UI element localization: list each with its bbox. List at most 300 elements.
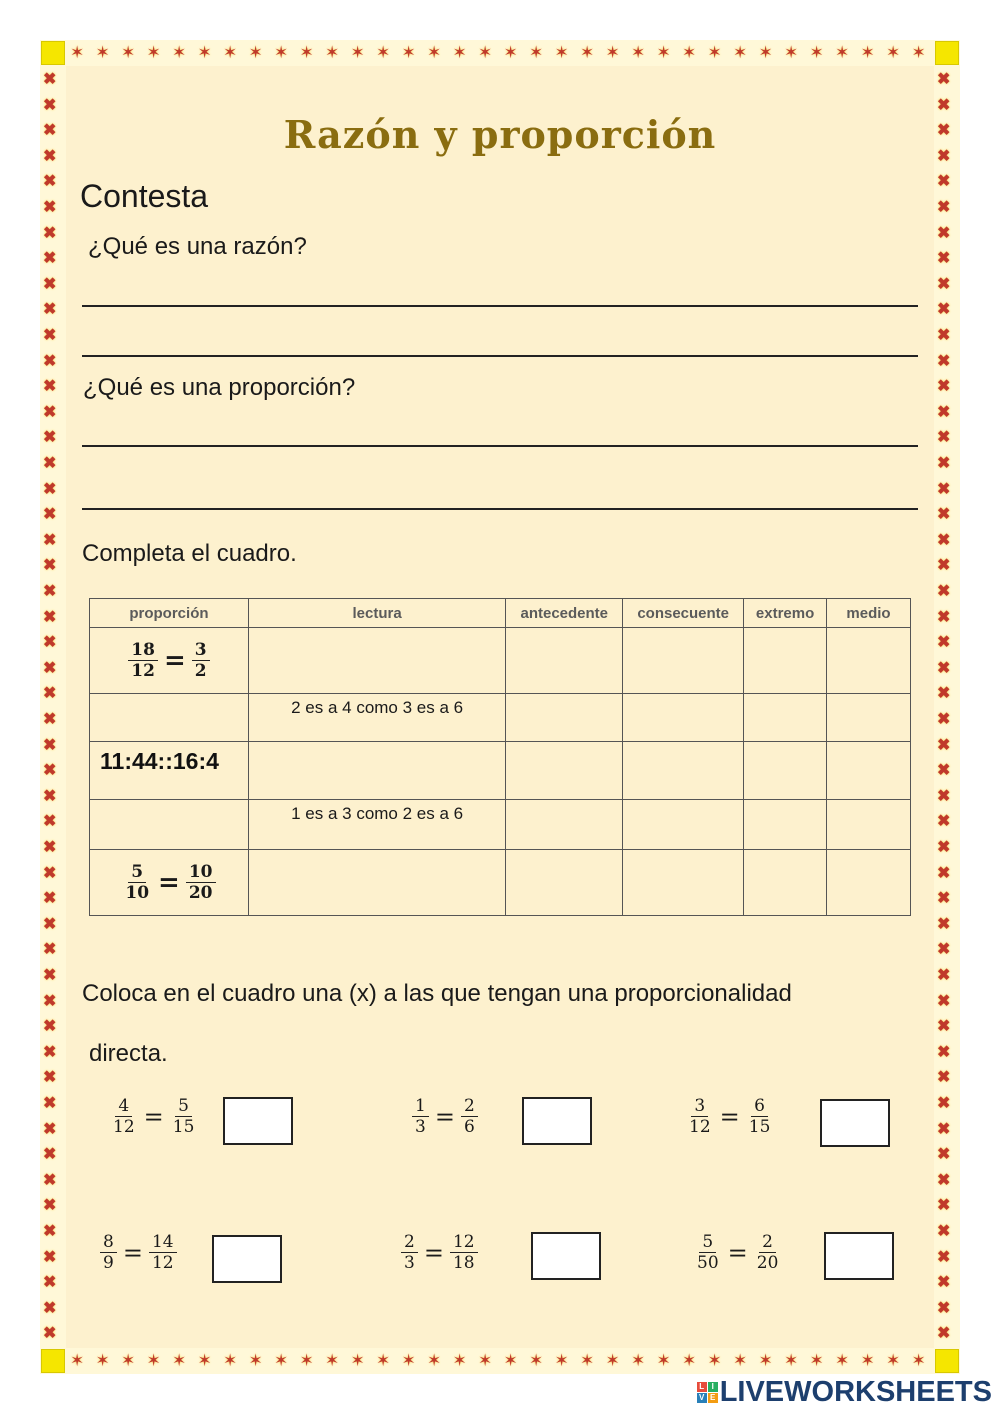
star-ornament-icon: ✖	[43, 1120, 57, 1138]
answer-line[interactable]	[82, 355, 918, 357]
star-ornament-icon: ✶	[274, 1351, 289, 1370]
star-ornament-icon: ✖	[43, 941, 57, 959]
star-ornament-icon: ✶	[95, 1351, 110, 1370]
star-ornament-icon: ✖	[43, 96, 57, 114]
star-ornament-icon: ✖	[937, 608, 951, 626]
star-ornament-icon: ✶	[376, 1351, 391, 1370]
denominator: 12	[131, 661, 155, 681]
antecedente-cell[interactable]	[506, 850, 623, 916]
denominator: 9	[103, 1253, 114, 1274]
star-ornament-icon: ✖	[43, 915, 57, 933]
lectura-cell[interactable]	[248, 850, 505, 916]
fraction	[122, 862, 152, 904]
corner-ornament	[41, 41, 65, 65]
liveworksheets-logo-icon	[697, 1382, 718, 1403]
consecuente-cell[interactable]	[623, 742, 744, 800]
star-ornament-icon: ✖	[937, 1018, 951, 1036]
star-ornament-icon: ✖	[43, 327, 57, 344]
star-ornament-icon: ✶	[274, 43, 289, 62]
header-extremo: extremo	[744, 599, 827, 628]
star-ornament-icon: ✖	[937, 1197, 951, 1215]
logo-letter: E	[708, 1393, 718, 1403]
star-ornament-icon: ✖	[937, 327, 951, 344]
star-ornament-icon: ✖	[43, 1069, 57, 1087]
denominator: 2	[194, 661, 207, 681]
star-ornament-icon: ✖	[43, 608, 57, 626]
lectura-cell[interactable]	[248, 628, 505, 694]
star-ornament-icon: ✶	[325, 1351, 340, 1370]
star-ornament-icon: ✖	[43, 224, 57, 242]
star-ornament-icon: ✖	[43, 403, 57, 421]
table-row	[90, 800, 911, 850]
numerator: 8	[100, 1232, 117, 1253]
denominator: 15	[748, 1117, 771, 1138]
proportion-item	[110, 1096, 197, 1138]
header-proporcion: proporción	[90, 599, 249, 628]
star-ornament-icon: ✶	[656, 43, 671, 62]
star-ornament-icon: ✖	[937, 634, 951, 652]
star-ornament-icon: ✖	[43, 1146, 57, 1164]
star-ornament-icon: ✶	[503, 43, 518, 62]
equals-sign: =	[163, 645, 186, 676]
equals-sign: =	[158, 867, 180, 898]
star-ornament-icon: ✖	[937, 71, 951, 88]
star-ornament-icon: ✶	[835, 43, 850, 62]
star-ornament-icon: ✶	[682, 1351, 697, 1370]
star-ornament-icon: ✖	[937, 122, 951, 140]
star-ornament-icon: ✖	[937, 147, 951, 165]
star-ornament-icon: ✶	[248, 43, 263, 62]
star-ornament-icon: ✖	[43, 1197, 57, 1215]
denominator: 20	[756, 1253, 779, 1274]
logo-letter: V	[697, 1393, 707, 1403]
ratio-text: 11:44::16:4	[100, 748, 219, 774]
star-ornament-icon: ✶	[860, 1351, 875, 1370]
fraction	[192, 640, 210, 682]
star-ornament-icon: ✶	[707, 43, 722, 62]
decorative-border-left	[40, 40, 66, 1374]
watermark-text: LIVEWORKSHEETS	[719, 1376, 992, 1408]
star-ornament-icon: ✶	[707, 1351, 722, 1370]
proportionality-instruction: Coloca en el cuadro una (x) a las que tengan una proporcionalidad	[82, 980, 792, 1007]
equals-sign: =	[423, 1238, 444, 1267]
star-ornament-icon: ✖	[43, 352, 57, 370]
consecuente-cell[interactable]	[623, 628, 744, 694]
star-ornament-icon: ✖	[937, 352, 951, 370]
fraction	[110, 1096, 138, 1138]
star-ornament-icon: ✶	[121, 43, 136, 62]
star-ornament-icon: ✶	[248, 1351, 263, 1370]
star-ornament-icon: ✖	[43, 1223, 57, 1240]
table-row	[90, 742, 911, 800]
star-ornament-icon: ✖	[937, 1223, 951, 1240]
proportion-item	[412, 1096, 478, 1138]
numerator: 4	[115, 1096, 132, 1117]
star-ornament-icon: ✶	[758, 43, 773, 62]
star-ornament-icon: ✖	[937, 915, 951, 933]
medio-cell[interactable]	[827, 800, 911, 850]
star-ornament-icon: ✶	[529, 43, 544, 62]
star-ornament-icon: ✖	[43, 506, 57, 524]
star-ornament-icon: ✖	[937, 506, 951, 524]
star-ornament-icon: ✶	[223, 1351, 238, 1370]
fraction	[450, 1232, 478, 1274]
star-ornament-icon: ✖	[937, 992, 951, 1010]
star-ornament-icon: ✶	[605, 1351, 620, 1370]
answer-checkbox[interactable]	[824, 1232, 894, 1280]
star-ornament-icon: ✖	[43, 1043, 57, 1061]
star-ornament-icon: ✶	[197, 1351, 212, 1370]
star-ornament-icon: ✶	[580, 43, 595, 62]
logo-letter: L	[697, 1382, 707, 1392]
decorative-border-bottom	[40, 1348, 960, 1374]
star-ornament-icon: ✶	[886, 1351, 901, 1370]
star-ornament-icon: ✶	[172, 43, 187, 62]
star-ornament-icon: ✖	[43, 378, 57, 396]
denominator: 12	[151, 1253, 174, 1274]
star-ornament-icon: ✶	[503, 1351, 518, 1370]
equals-sign: =	[122, 1238, 143, 1267]
answer-line[interactable]	[82, 305, 918, 307]
decorative-border-top	[40, 40, 960, 66]
header-consecuente: consecuente	[623, 599, 744, 628]
consecuente-cell[interactable]	[623, 694, 744, 742]
star-ornament-icon: ✖	[937, 480, 951, 498]
star-ornament-icon: ✖	[43, 1274, 57, 1292]
star-ornament-icon: ✶	[350, 43, 365, 62]
decorative-border-right	[934, 40, 960, 1374]
table-row	[90, 694, 911, 742]
equals-sign: =	[727, 1238, 748, 1267]
star-ornament-icon: ✖	[937, 967, 951, 984]
numerator: 18	[128, 640, 158, 661]
medio-cell[interactable]	[827, 850, 911, 916]
proportion-cell[interactable]	[90, 694, 249, 742]
star-ornament-icon: ✖	[937, 557, 951, 575]
star-ornament-icon: ✶	[886, 43, 901, 62]
medio-cell[interactable]	[827, 694, 911, 742]
star-ornament-icon: ✖	[937, 96, 951, 114]
star-ornament-icon: ✖	[937, 583, 951, 600]
answer-checkbox[interactable]	[223, 1097, 293, 1145]
star-ornament-icon: ✖	[43, 275, 57, 293]
star-ornament-icon: ✖	[937, 250, 951, 268]
star-ornament-icon: ✶	[733, 1351, 748, 1370]
star-ornament-icon: ✖	[937, 301, 951, 319]
extremo-cell[interactable]	[744, 742, 827, 800]
star-ornament-icon: ✶	[452, 1351, 467, 1370]
numerator: 2	[759, 1232, 776, 1253]
star-ornament-icon: ✖	[43, 583, 57, 600]
star-ornament-icon: ✖	[43, 1299, 57, 1317]
star-ornament-icon: ✖	[43, 1248, 57, 1266]
denominator: 6	[463, 1117, 475, 1138]
answer-checkbox[interactable]	[522, 1097, 592, 1145]
denominator: 12	[113, 1117, 135, 1138]
star-ornament-icon: ✖	[937, 275, 951, 293]
star-ornament-icon: ✶	[605, 43, 620, 62]
star-ornament-icon: ✖	[937, 1043, 951, 1061]
star-ornament-icon: ✖	[43, 1171, 57, 1189]
extremo-cell[interactable]	[744, 800, 827, 850]
question-proporcion: ¿Qué es una proporción?	[83, 374, 356, 401]
star-ornament-icon: ✖	[937, 659, 951, 677]
star-ornament-icon: ✖	[937, 736, 951, 754]
star-ornament-icon: ✖	[937, 378, 951, 396]
star-ornament-icon: ✖	[43, 839, 57, 856]
star-ornament-icon: ✖	[43, 173, 57, 191]
star-ornament-icon: ✖	[43, 1095, 57, 1112]
corner-ornament	[935, 1349, 959, 1373]
answer-checkbox[interactable]	[820, 1099, 890, 1147]
star-ornament-icon: ✖	[937, 455, 951, 472]
star-ornament-icon: ✶	[427, 43, 442, 62]
star-ornament-icon: ✖	[937, 762, 951, 780]
star-ornament-icon: ✶	[146, 43, 161, 62]
star-ornament-icon: ✖	[43, 967, 57, 984]
star-ornament-icon: ✖	[937, 1299, 951, 1317]
star-ornament-icon: ✶	[401, 43, 416, 62]
star-ornament-icon: ✶	[809, 43, 824, 62]
numerator: 12	[450, 1232, 478, 1253]
answer-line[interactable]	[82, 508, 918, 510]
section-heading: Contesta	[80, 178, 209, 214]
star-ornament-icon: ✶	[733, 43, 748, 62]
star-ornament-icon: ✶	[172, 1351, 187, 1370]
star-ornament-icon: ✶	[478, 1351, 493, 1370]
fraction	[694, 1232, 722, 1274]
star-ornament-icon: ✖	[937, 1248, 951, 1266]
lectura-cell: 2 es a 4 como 3 es a 6	[248, 694, 505, 742]
worksheet-title: Razón y proporción	[283, 112, 717, 157]
proportion-item	[100, 1232, 177, 1274]
star-ornament-icon: ✶	[860, 43, 875, 62]
star-ornament-icon: ✶	[70, 43, 85, 62]
star-ornament-icon: ✖	[937, 1171, 951, 1189]
extremo-cell[interactable]	[744, 628, 827, 694]
star-ornament-icon: ✖	[937, 1274, 951, 1292]
proportion-cell[interactable]	[90, 800, 249, 850]
equals-sign: =	[719, 1102, 740, 1131]
star-ornament-icon: ✶	[554, 43, 569, 62]
star-ornament-icon: ✖	[937, 199, 951, 216]
table-instruction: Completa el cuadro.	[82, 540, 297, 567]
extremo-cell[interactable]	[744, 694, 827, 742]
fraction	[746, 1096, 774, 1138]
header-lectura: lectura	[248, 599, 505, 628]
denominator: 15	[172, 1117, 195, 1138]
star-ornament-icon: ✶	[350, 1351, 365, 1370]
star-ornament-icon: ✖	[937, 685, 951, 703]
star-ornament-icon: ✖	[43, 813, 57, 831]
fraction	[186, 862, 216, 904]
star-ornament-icon: ✶	[121, 1351, 136, 1370]
header-antecedente: antecedente	[506, 599, 623, 628]
table-row	[90, 628, 911, 694]
denominator: 12	[689, 1117, 711, 1138]
question-razon: ¿Qué es una razón?	[88, 233, 307, 260]
star-ornament-icon: ✖	[937, 813, 951, 831]
fraction	[149, 1232, 177, 1274]
star-ornament-icon: ✖	[43, 1018, 57, 1036]
star-ornament-icon: ✖	[937, 1325, 951, 1343]
star-ornament-icon: ✶	[70, 1351, 85, 1370]
lectura-cell: 1 es a 3 como 2 es a 6	[248, 800, 505, 850]
star-ornament-icon: ✶	[784, 1351, 799, 1370]
antecedente-cell[interactable]	[506, 694, 623, 742]
fraction	[412, 1096, 429, 1138]
star-ornament-icon: ✶	[325, 43, 340, 62]
answer-checkbox[interactable]	[531, 1232, 601, 1280]
consecuente-cell[interactable]	[623, 850, 744, 916]
star-ornament-icon: ✶	[146, 1351, 161, 1370]
extremo-cell[interactable]	[744, 850, 827, 916]
corner-ornament	[935, 41, 959, 65]
star-ornament-icon: ✖	[937, 429, 951, 447]
star-ornament-icon: ✖	[43, 864, 57, 882]
star-ornament-icon: ✖	[43, 787, 57, 805]
fraction	[128, 640, 158, 682]
antecedente-cell[interactable]	[506, 628, 623, 694]
proportion-item	[686, 1096, 773, 1138]
star-ornament-icon: ✖	[43, 736, 57, 754]
star-ornament-icon: ✶	[656, 1351, 671, 1370]
star-ornament-icon: ✖	[937, 941, 951, 959]
numerator: 5	[699, 1232, 716, 1253]
star-ornament-icon: ✖	[937, 403, 951, 421]
proportion-item	[401, 1232, 478, 1274]
star-ornament-icon: ✶	[478, 43, 493, 62]
proportion-item	[694, 1232, 781, 1274]
star-ornament-icon: ✖	[43, 301, 57, 319]
star-ornament-icon: ✖	[43, 429, 57, 447]
star-ornament-icon: ✶	[223, 43, 238, 62]
fraction	[754, 1232, 782, 1274]
star-ornament-icon: ✶	[299, 43, 314, 62]
star-ornament-icon: ✶	[529, 1351, 544, 1370]
star-ornament-icon: ✖	[43, 199, 57, 216]
star-ornament-icon: ✖	[937, 1120, 951, 1138]
star-ornament-icon: ✖	[43, 147, 57, 165]
fraction	[686, 1096, 714, 1138]
fraction	[461, 1096, 478, 1138]
star-ornament-icon: ✖	[937, 224, 951, 242]
antecedente-cell[interactable]	[506, 742, 623, 800]
lectura-cell[interactable]	[248, 742, 505, 800]
star-ornament-icon: ✖	[937, 839, 951, 856]
corner-ornament	[41, 1349, 65, 1373]
star-ornament-icon: ✖	[43, 250, 57, 268]
medio-cell[interactable]	[827, 628, 911, 694]
star-ornament-icon: ✶	[376, 43, 391, 62]
proportion-cell	[90, 628, 249, 694]
star-ornament-icon: ✖	[43, 890, 57, 908]
liveworksheets-watermark	[697, 1376, 992, 1409]
star-ornament-icon: ✖	[937, 173, 951, 191]
denominator: 20	[188, 883, 213, 903]
star-ornament-icon: ✖	[43, 122, 57, 140]
star-ornament-icon: ✖	[937, 890, 951, 908]
star-ornament-icon: ✖	[43, 1325, 57, 1343]
star-ornament-icon: ✖	[43, 762, 57, 780]
star-ornament-icon: ✖	[43, 659, 57, 677]
equals-sign: =	[434, 1102, 455, 1131]
star-ornament-icon: ✖	[937, 1095, 951, 1112]
star-ornament-icon: ✶	[682, 43, 697, 62]
proportionality-instruction-cont: directa.	[89, 1040, 168, 1067]
numerator: 3	[192, 640, 210, 661]
numerator: 2	[401, 1232, 418, 1253]
answer-line[interactable]	[82, 445, 918, 447]
star-ornament-icon: ✖	[43, 685, 57, 703]
star-ornament-icon: ✶	[452, 43, 467, 62]
star-ornament-icon: ✶	[835, 1351, 850, 1370]
fraction	[170, 1096, 198, 1138]
star-ornament-icon: ✖	[937, 787, 951, 805]
star-ornament-icon: ✖	[43, 480, 57, 498]
star-ornament-icon: ✶	[631, 43, 646, 62]
star-ornament-icon: ✶	[631, 1351, 646, 1370]
star-ornament-icon: ✶	[809, 1351, 824, 1370]
star-ornament-icon: ✶	[911, 43, 926, 62]
numerator: 10	[186, 862, 216, 883]
denominator: 3	[415, 1117, 426, 1138]
proportion-cell	[90, 742, 249, 800]
star-ornament-icon: ✖	[937, 864, 951, 882]
star-ornament-icon: ✶	[911, 1351, 926, 1370]
star-ornament-icon: ✖	[937, 711, 951, 728]
star-ornament-icon: ✶	[427, 1351, 442, 1370]
star-ornament-icon: ✶	[197, 43, 212, 62]
denominator: 18	[452, 1253, 475, 1274]
header-medio: medio	[827, 599, 911, 628]
star-ornament-icon: ✶	[580, 1351, 595, 1370]
star-ornament-icon: ✶	[554, 1351, 569, 1370]
table-row	[90, 850, 911, 916]
star-ornament-icon: ✖	[43, 557, 57, 575]
logo-letter: I	[708, 1382, 718, 1392]
denominator: 10	[125, 883, 150, 903]
consecuente-cell[interactable]	[623, 800, 744, 850]
table-header-row	[90, 599, 911, 628]
proportion-table	[89, 598, 911, 916]
numerator: 14	[149, 1232, 177, 1253]
star-ornament-icon: ✖	[43, 71, 57, 88]
star-ornament-icon: ✶	[299, 1351, 314, 1370]
denominator: 3	[404, 1253, 415, 1274]
medio-cell[interactable]	[827, 742, 911, 800]
fraction	[100, 1232, 117, 1274]
star-ornament-icon: ✖	[43, 531, 57, 549]
star-ornament-icon: ✖	[43, 711, 57, 728]
proportion-cell	[90, 850, 249, 916]
star-ornament-icon: ✶	[758, 1351, 773, 1370]
denominator: 50	[697, 1253, 719, 1274]
answer-checkbox[interactable]	[212, 1235, 282, 1283]
star-ornament-icon: ✶	[401, 1351, 416, 1370]
numerator: 6	[751, 1096, 768, 1117]
numerator: 3	[691, 1096, 708, 1117]
star-ornament-icon: ✶	[95, 43, 110, 62]
star-ornament-icon: ✶	[784, 43, 799, 62]
equals-sign: =	[143, 1102, 164, 1131]
antecedente-cell[interactable]	[506, 800, 623, 850]
star-ornament-icon: ✖	[937, 1069, 951, 1087]
fraction	[401, 1232, 418, 1274]
star-ornament-icon: ✖	[43, 455, 57, 472]
star-ornament-icon: ✖	[937, 1146, 951, 1164]
numerator: 1	[412, 1096, 429, 1117]
